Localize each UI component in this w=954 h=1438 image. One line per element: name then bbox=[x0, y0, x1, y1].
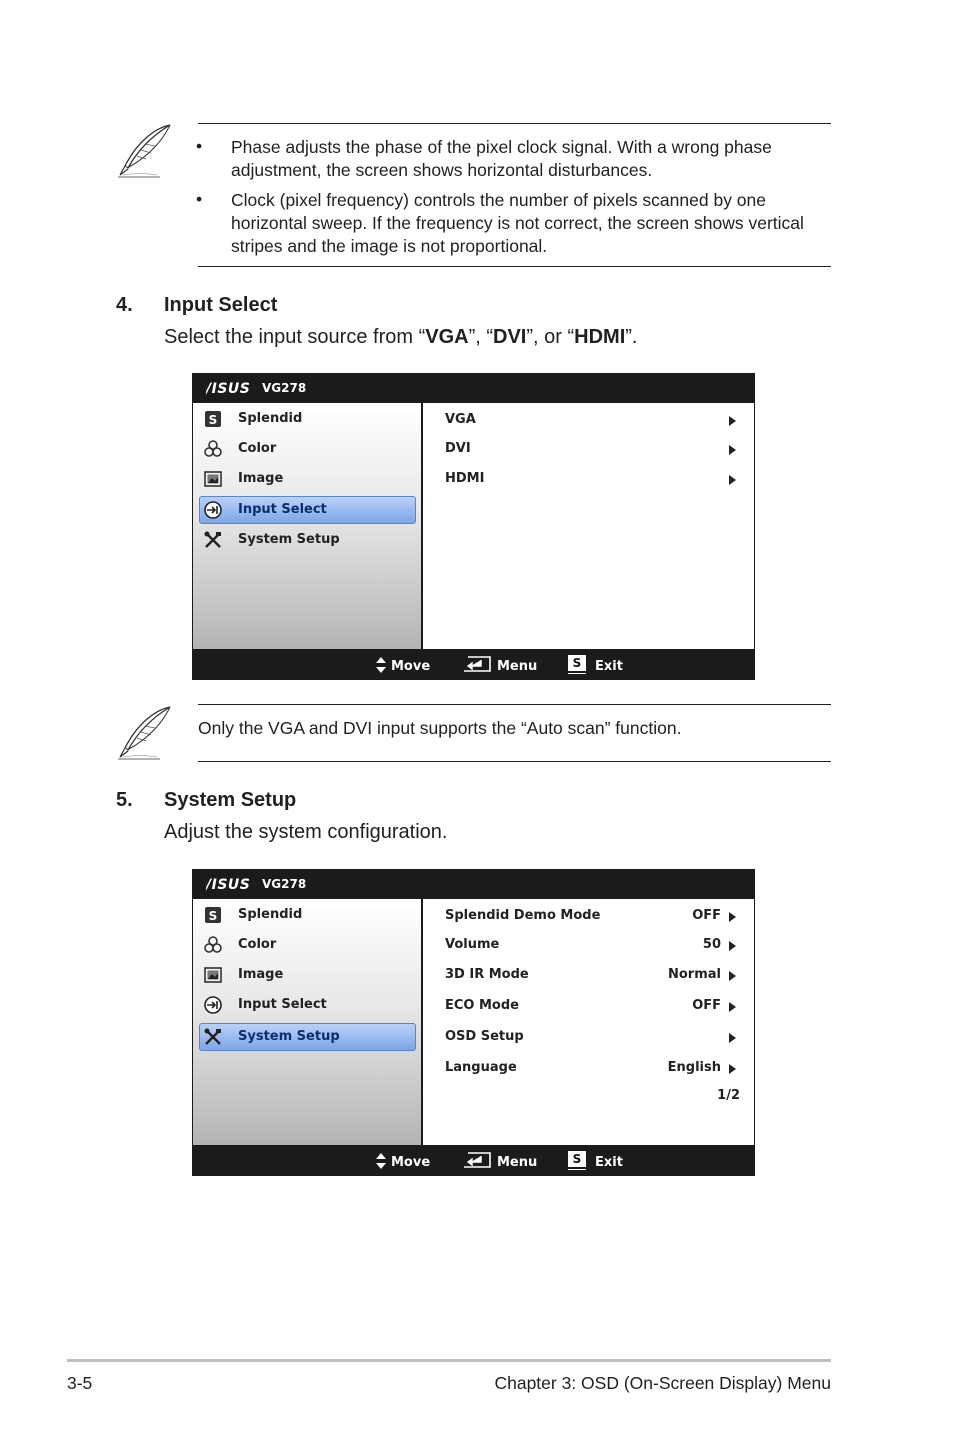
osd-menu-label: Image bbox=[238, 967, 284, 982]
footer-move-label: Move bbox=[391, 659, 431, 674]
osd-option-vga[interactable] bbox=[445, 410, 741, 430]
osd-option-label: VGA bbox=[445, 412, 476, 427]
footer-exit-label: Exit bbox=[595, 659, 623, 674]
osd-option-label: Volume bbox=[445, 937, 500, 952]
osd-options-panel bbox=[423, 403, 754, 649]
footer-move[interactable] bbox=[375, 649, 435, 680]
svg-text:S: S bbox=[208, 909, 218, 923]
osd-option-value: English bbox=[667, 1060, 721, 1075]
osd-menu-label: Color bbox=[238, 937, 277, 952]
s-key-underline bbox=[568, 673, 586, 674]
footer-menu-label: Menu bbox=[497, 1155, 538, 1170]
osd-menu-label: System Setup bbox=[238, 1029, 340, 1044]
osd-menu-label: Input Select bbox=[238, 997, 327, 1012]
osd-header bbox=[192, 869, 755, 899]
osd-model-name: VG278 bbox=[262, 381, 307, 395]
enter-icon bbox=[462, 1150, 492, 1170]
up-down-arrow-icon bbox=[375, 654, 387, 676]
osd-option-label: ECO Mode bbox=[445, 998, 519, 1013]
color-circles-icon bbox=[203, 935, 223, 955]
osd-menu-system-setup[interactable] bbox=[199, 1023, 416, 1051]
osd-option-eco-mode[interactable] bbox=[445, 996, 741, 1016]
section4-opt-vga: VGA bbox=[425, 326, 469, 348]
note2-top-rule bbox=[198, 704, 831, 705]
chapter-title: Chapter 3: OSD (On-Screen Display) Menu bbox=[494, 1373, 831, 1393]
osd-option-label: OSD Setup bbox=[445, 1029, 524, 1044]
osd-menu-system-setup[interactable] bbox=[200, 527, 415, 553]
footer-exit[interactable] bbox=[568, 649, 628, 680]
osd-option-value: OFF bbox=[692, 908, 721, 923]
osd-footer bbox=[192, 649, 755, 680]
osd-menu-color[interactable] bbox=[200, 932, 415, 958]
footer-rule bbox=[67, 1359, 831, 1362]
splendid-s-icon bbox=[203, 409, 223, 429]
osd-option-value: Normal bbox=[668, 967, 721, 982]
note1-bullet1-line2: adjustment, the screen shows horizontal disturbances. bbox=[231, 160, 653, 180]
image-picture-icon bbox=[203, 469, 223, 489]
svg-text:/ISUS: /ISUS bbox=[206, 877, 251, 892]
asus-logo-icon bbox=[206, 876, 256, 892]
osd-system-setup bbox=[192, 869, 755, 1176]
section5-description: Adjust the system configuration. bbox=[164, 821, 448, 843]
note-pen-icon bbox=[115, 704, 173, 762]
section4-description bbox=[164, 326, 637, 349]
page-number: 3-5 bbox=[67, 1373, 93, 1393]
osd-menu-label: Image bbox=[238, 471, 284, 486]
osd-menu-panel bbox=[193, 403, 421, 649]
arrow-right-icon bbox=[729, 1064, 736, 1074]
arrow-right-icon bbox=[729, 912, 736, 922]
arrow-right-icon bbox=[729, 941, 736, 951]
section4-title: Input Select bbox=[164, 294, 278, 316]
osd-menu-splendid[interactable] bbox=[200, 902, 415, 928]
osd-menu-label: Input Select bbox=[238, 502, 327, 517]
note1-bullet2-line1: Clock (pixel frequency) controls the number of pixels scanned by one bbox=[231, 190, 766, 210]
note1-bottom-rule bbox=[198, 266, 831, 267]
osd-option-hdmi[interactable] bbox=[445, 469, 741, 489]
s-key-icon bbox=[568, 1151, 586, 1167]
osd-option-value: OFF bbox=[692, 998, 721, 1013]
footer-exit[interactable] bbox=[568, 1145, 628, 1176]
footer-menu[interactable] bbox=[462, 1145, 542, 1176]
footer-menu-label: Menu bbox=[497, 659, 538, 674]
section4-desc-post: ”. bbox=[625, 326, 638, 348]
osd-page-indicator: 1/2 bbox=[717, 1088, 740, 1103]
bullet-dot: • bbox=[196, 136, 203, 156]
arrow-right-icon bbox=[729, 1033, 736, 1043]
footer-move[interactable] bbox=[375, 1145, 435, 1176]
tools-icon bbox=[203, 1027, 223, 1047]
osd-option-language[interactable] bbox=[445, 1058, 741, 1078]
s-key-label: S bbox=[572, 1152, 582, 1166]
osd-footer bbox=[192, 1145, 755, 1176]
osd-menu-label: Splendid bbox=[238, 411, 303, 426]
note1-bullet2-line2: horizontal sweep. If the frequency is not correct, the screen shows vertical bbox=[231, 213, 804, 233]
section5-number: 5. bbox=[116, 789, 133, 811]
color-circles-icon bbox=[203, 439, 223, 459]
osd-option-label: DVI bbox=[445, 441, 471, 456]
osd-menu-label: System Setup bbox=[238, 532, 340, 547]
note2-bottom-rule bbox=[198, 761, 831, 762]
input-arrow-icon bbox=[203, 995, 223, 1015]
osd-menu-label: Splendid bbox=[238, 907, 303, 922]
note-pen-icon bbox=[115, 122, 173, 180]
osd-menu-input-select[interactable] bbox=[199, 496, 416, 524]
osd-menu-splendid[interactable] bbox=[200, 406, 415, 432]
osd-menu-input-select[interactable] bbox=[200, 992, 415, 1018]
footer-menu[interactable] bbox=[462, 649, 542, 680]
osd-option-label: HDMI bbox=[445, 471, 485, 486]
osd-option-label: 3D IR Mode bbox=[445, 967, 529, 982]
osd-menu-panel bbox=[193, 899, 421, 1145]
note1-top-rule bbox=[198, 123, 831, 124]
osd-header bbox=[192, 373, 755, 403]
note2-text: Only the VGA and DVI input supports the “Auto scan” function. bbox=[198, 718, 682, 738]
osd-options-panel bbox=[423, 899, 754, 1145]
tools-icon bbox=[203, 530, 223, 550]
osd-option-label: Splendid Demo Mode bbox=[445, 908, 601, 923]
section5-title: System Setup bbox=[164, 789, 297, 811]
enter-icon bbox=[462, 654, 492, 674]
arrow-right-icon bbox=[729, 1002, 736, 1012]
osd-menu-image[interactable] bbox=[200, 962, 415, 988]
osd-menu-image[interactable] bbox=[200, 466, 415, 492]
osd-option-osd-setup[interactable] bbox=[445, 1027, 741, 1047]
arrow-right-icon bbox=[729, 445, 736, 455]
arrow-right-icon bbox=[729, 475, 736, 485]
s-key-icon bbox=[568, 655, 586, 671]
osd-menu-color[interactable] bbox=[200, 436, 415, 462]
up-down-arrow-icon bbox=[375, 1150, 387, 1172]
section4-opt-hdmi: HDMI bbox=[574, 326, 626, 348]
footer-move-label: Move bbox=[391, 1155, 431, 1170]
note1-bullet1-line1: Phase adjusts the phase of the pixel clock signal. With a wrong phase bbox=[231, 137, 772, 157]
section4-sep1: ”, “ bbox=[468, 326, 494, 348]
footer-exit-label: Exit bbox=[595, 1155, 623, 1170]
bullet-dot: • bbox=[196, 189, 203, 209]
section4-sep2: ”, or “ bbox=[526, 326, 575, 348]
input-arrow-icon bbox=[203, 500, 223, 520]
svg-text:S: S bbox=[208, 413, 218, 427]
section4-number: 4. bbox=[116, 294, 133, 316]
section4-opt-dvi: DVI bbox=[493, 326, 527, 348]
osd-input-select bbox=[192, 373, 755, 680]
osd-option-value: 50 bbox=[702, 937, 721, 952]
osd-option-dvi[interactable] bbox=[445, 439, 741, 459]
arrow-right-icon bbox=[729, 971, 736, 981]
section4-desc-pre: Select the input source from “ bbox=[164, 326, 426, 348]
asus-logo-icon bbox=[206, 380, 256, 396]
osd-menu-label: Color bbox=[238, 441, 277, 456]
osd-model-name: VG278 bbox=[262, 877, 307, 891]
osd-option-volume[interactable] bbox=[445, 935, 741, 955]
arrow-right-icon bbox=[729, 416, 736, 426]
s-key-underline bbox=[568, 1169, 586, 1170]
note1-bullet2-line3: stripes and the image is not proportional. bbox=[231, 236, 548, 256]
osd-option-label: Language bbox=[445, 1060, 517, 1075]
osd-option-splendid-demo-mode[interactable] bbox=[445, 906, 741, 926]
s-key-label: S bbox=[572, 656, 582, 670]
image-picture-icon bbox=[203, 965, 223, 985]
osd-option-3d-ir-mode[interactable] bbox=[445, 965, 741, 985]
splendid-s-icon bbox=[203, 905, 223, 925]
svg-text:/ISUS: /ISUS bbox=[206, 381, 251, 396]
